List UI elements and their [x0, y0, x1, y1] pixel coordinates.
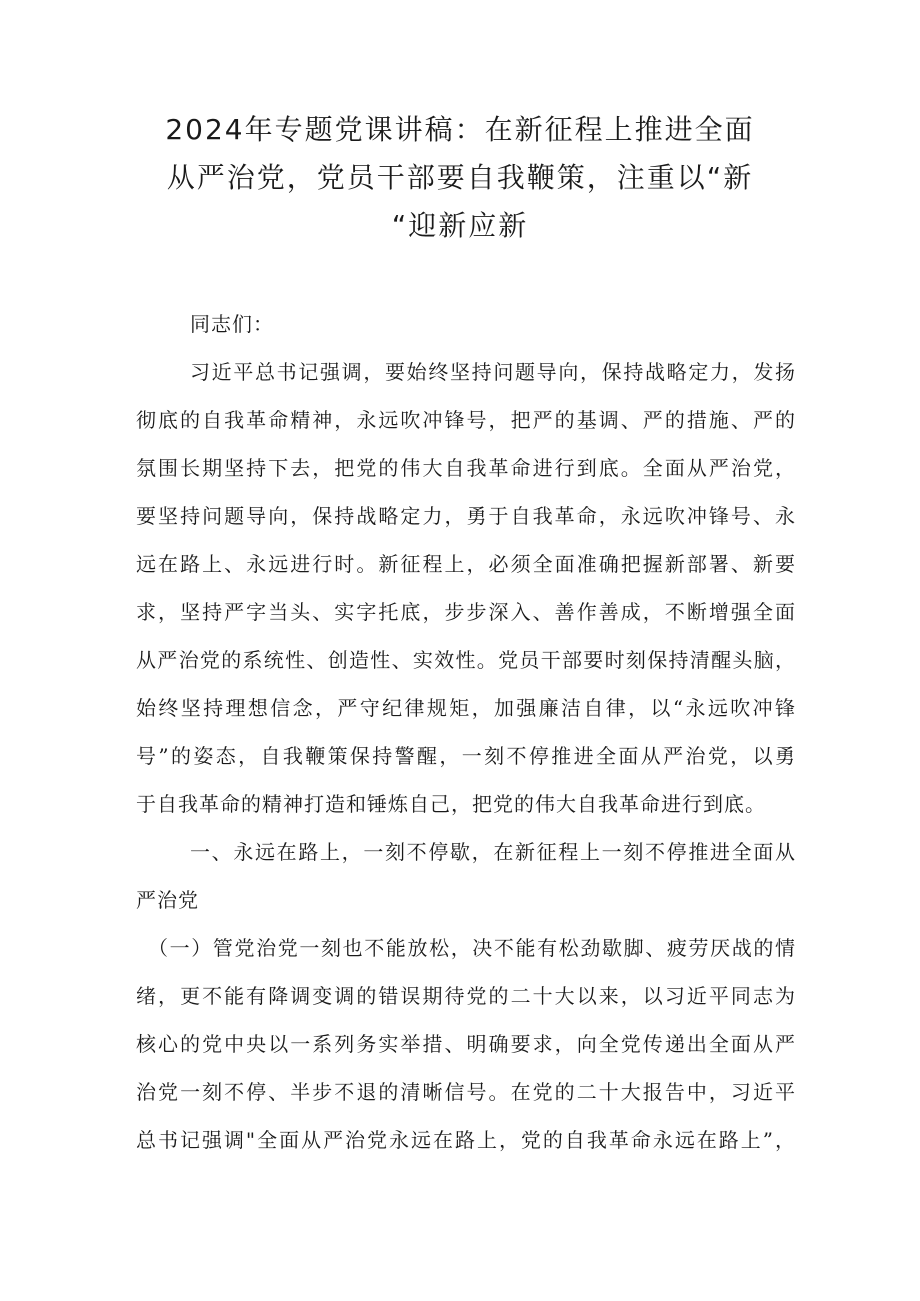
paragraph-line: 核心的党中央以一系列务实举措、明确要求，向全党传递出全面从严	[136, 1032, 796, 1056]
paragraph-line: 要坚持问题导向，保持战略定力，勇于自我革命，永远吹冲锋号、永	[136, 504, 796, 528]
paragraph-line: 彻底的自我革命精神，永远吹冲锋号，把严的基调、严的措施、严的	[136, 408, 796, 432]
heading-line: 严治党	[136, 888, 199, 912]
paragraph-line: 求，坚持严字当头、实字托底，步步深入、善作善成，不断增强全面	[136, 600, 796, 624]
greeting	[136, 300, 796, 348]
section-heading-1	[136, 828, 796, 924]
greeting-line: 同志们：	[190, 312, 274, 336]
paragraph-line: 远在路上、永远进行时。新征程上，必须全面准确把握新部署、新要	[136, 552, 796, 576]
title-line: 2024年专题党课讲稿：在新征程上推进全面	[165, 113, 755, 146]
paragraph-line: （一）管党治党一刻也不能放松，决不能有松劲歇脚、疲劳厌战的情	[148, 936, 796, 960]
paragraph-subsection-1	[136, 924, 796, 1164]
paragraph-line: 绪，更不能有降调变调的错误期待党的二十大以来，以习近平同志为	[136, 984, 796, 1008]
title-line: 从严治党，党员干部要自我鞭策，注重以“新	[166, 161, 754, 194]
paragraph-line: 于自我革命的精神打造和锤炼自己，把党的伟大自我革命进行到底。	[136, 792, 766, 816]
document-title	[110, 106, 810, 250]
paragraph-line: 从严治党的系统性、创造性、实效性。党员干部要时刻保持清醒头脑，	[136, 648, 796, 672]
paragraph-line: 氛围长期坚持下去，把党的伟大自我革命进行到底。全面从严治党，	[136, 456, 796, 480]
heading-line: 一、永远在路上，一刻不停歇，在新征程上一刻不停推进全面从	[190, 840, 796, 864]
paragraph-line: 治党一刻不停、半步不退的清晰信号。在党的二十大报告中，习近平	[136, 1080, 796, 1104]
paragraph-line: 总书记强调"全面从严治党永远在路上，党的自我革命永远在路上”，	[136, 1128, 796, 1152]
paragraph-line: 始终坚持理想信念，严守纪律规矩，加强廉洁自律，以“永远吹冲锋	[136, 696, 796, 720]
paragraph-line: 号”的姿态，自我鞭策保持警醒，一刻不停推进全面从严治党，以勇	[136, 744, 796, 768]
title-line: “迎新应新	[391, 209, 529, 242]
paragraph-line: 习近平总书记强调，要始终坚持问题导向，保持战略定力，发扬	[190, 360, 796, 384]
document-body	[136, 300, 796, 1164]
paragraph-intro	[136, 348, 796, 828]
